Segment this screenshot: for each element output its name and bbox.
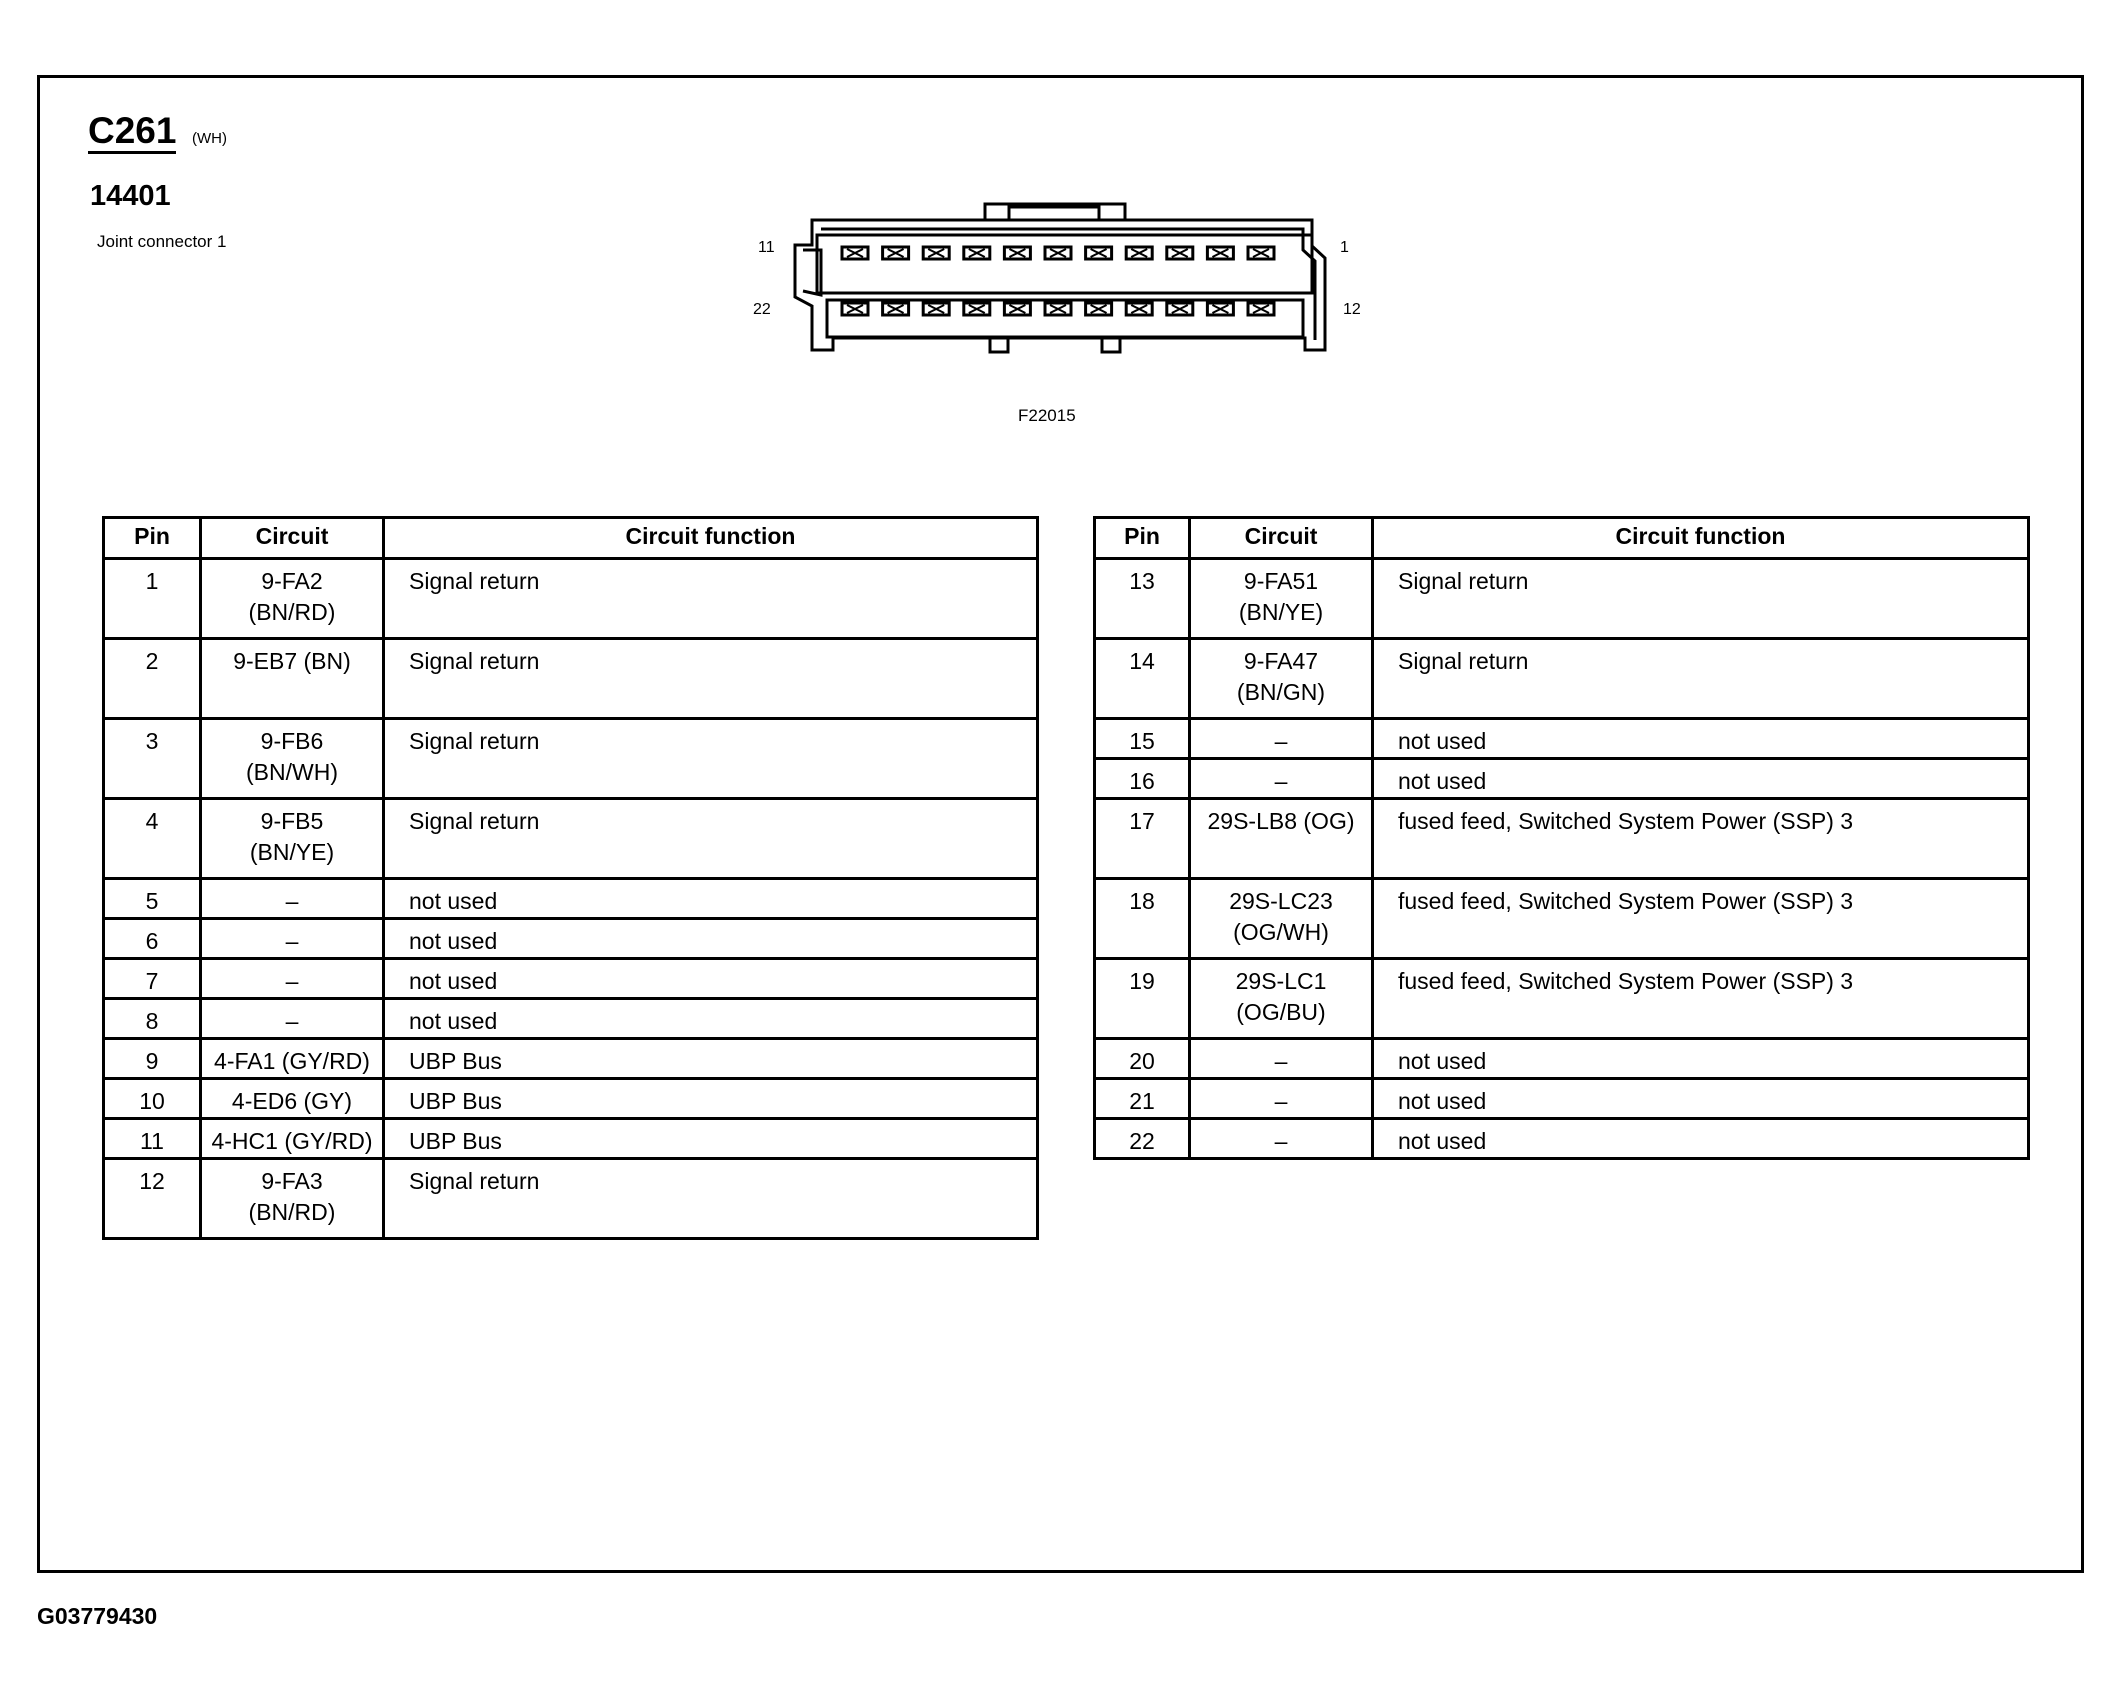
pin-cell: 7	[104, 959, 201, 999]
circuit-cell: –	[201, 959, 384, 999]
pin-cell: 9	[104, 1039, 201, 1079]
pin-cell: 8	[104, 999, 201, 1039]
function-cell: Signal return	[384, 559, 1038, 639]
function-cell: not used	[384, 919, 1038, 959]
figure-id: F22015	[1018, 406, 1076, 425]
pin-cell: 14	[1095, 639, 1190, 719]
pin-cell: 17	[1095, 799, 1190, 879]
function-cell: Signal return	[1373, 639, 2029, 719]
function-cell: not used	[1373, 759, 2029, 799]
connector-description: Joint connector 1	[97, 232, 227, 251]
pin-cavity	[1167, 247, 1193, 259]
table-row	[104, 799, 1038, 879]
function-cell: Signal return	[384, 639, 1038, 719]
circuit-cell: 9-FA2 (BN/RD)	[201, 559, 384, 639]
function-cell: fused feed, Switched System Power (SSP) 3	[1373, 799, 2029, 879]
pin-table-left	[102, 516, 1039, 1240]
circuit-cell: –	[1190, 719, 1373, 759]
table-row	[1095, 1079, 2029, 1119]
table-row	[1095, 759, 2029, 799]
pin-cavity	[1207, 247, 1233, 259]
circuit-cell: –	[1190, 1079, 1373, 1119]
pin-cell: 16	[1095, 759, 1190, 799]
pin-cavity	[1004, 247, 1030, 259]
pin-cell: 3	[104, 719, 201, 799]
pin-cell: 12	[104, 1159, 201, 1239]
pin-cell: 20	[1095, 1039, 1190, 1079]
function-cell: Signal return	[384, 799, 1038, 879]
table-row	[1095, 1119, 2029, 1159]
circuit-cell: 9-FA3 (BN/RD)	[201, 1159, 384, 1239]
connector-diagram	[740, 195, 1390, 365]
table-row	[1095, 1039, 2029, 1079]
circuit-cell: 9-FB5 (BN/YE)	[201, 799, 384, 879]
circuit-cell: 4-ED6 (GY)	[201, 1079, 384, 1119]
function-cell: not used	[1373, 1039, 2029, 1079]
function-cell: not used	[384, 999, 1038, 1039]
pin-cell: 6	[104, 919, 201, 959]
pin-cell: 5	[104, 879, 201, 919]
circuit-cell: 4-FA1 (GY/RD)	[201, 1039, 384, 1079]
pin-cavity	[842, 303, 868, 315]
pin-cell: 11	[104, 1119, 201, 1159]
circuit-cell: –	[201, 919, 384, 959]
circuit-cell: 29S-LC1 (OG/BU)	[1190, 959, 1373, 1039]
pin-cavity	[1248, 303, 1274, 315]
table-row	[104, 879, 1038, 919]
pin-row-bottom	[842, 303, 1274, 315]
pin-cell: 10	[104, 1079, 201, 1119]
column-header-function: Circuit function	[384, 518, 1038, 559]
pin-cavity	[842, 247, 868, 259]
pin-row-top	[842, 247, 1274, 259]
column-header-circuit: Circuit	[201, 518, 384, 559]
column-header-function: Circuit function	[1373, 518, 2029, 559]
pin-cavity	[1045, 303, 1071, 315]
table-row	[1095, 959, 2029, 1039]
pin-cell: 4	[104, 799, 201, 879]
table-row	[104, 1159, 1038, 1239]
circuit-cell: 29S-LC23 (OG/WH)	[1190, 879, 1373, 959]
circuit-cell: 9-EB7 (BN)	[201, 639, 384, 719]
circuit-cell: –	[1190, 759, 1373, 799]
document-id: G03779430	[37, 1603, 158, 1629]
function-cell: Signal return	[384, 1159, 1038, 1239]
pin-cavity	[1086, 247, 1112, 259]
table-row	[104, 1039, 1038, 1079]
pin-label-bottom-left: 22	[753, 301, 771, 318]
function-cell: not used	[1373, 719, 2029, 759]
connector-id: C261	[88, 112, 176, 154]
function-cell: UBP Bus	[384, 1079, 1038, 1119]
circuit-cell: 9-FB6 (BN/WH)	[201, 719, 384, 799]
part-number: 14401	[90, 180, 171, 212]
function-cell: not used	[1373, 1119, 2029, 1159]
table-row	[104, 999, 1038, 1039]
circuit-cell: –	[201, 999, 384, 1039]
table-row	[104, 959, 1038, 999]
pin-cavity	[1126, 247, 1152, 259]
function-cell: not used	[384, 879, 1038, 919]
pin-cavity	[1004, 303, 1030, 315]
function-cell: UBP Bus	[384, 1119, 1038, 1159]
circuit-cell: 9-FA47 (BN/GN)	[1190, 639, 1373, 719]
pin-cavity	[1086, 303, 1112, 315]
function-cell: not used	[1373, 1079, 2029, 1119]
pin-cell: 18	[1095, 879, 1190, 959]
pin-label-top-left: 11	[758, 239, 775, 256]
table-row	[1095, 559, 2029, 639]
function-cell: Signal return	[1373, 559, 2029, 639]
pin-label-top-right: 1	[1340, 239, 1349, 256]
table-header-row	[104, 518, 1038, 559]
pin-cavity	[883, 247, 909, 259]
pin-cavity	[923, 247, 949, 259]
pin-cell: 2	[104, 639, 201, 719]
pin-cell: 21	[1095, 1079, 1190, 1119]
circuit-cell: 9-FA51 (BN/YE)	[1190, 559, 1373, 639]
column-header-pin: Pin	[1095, 518, 1190, 559]
pin-cell: 22	[1095, 1119, 1190, 1159]
table-row	[104, 1079, 1038, 1119]
column-header-circuit: Circuit	[1190, 518, 1373, 559]
function-cell: UBP Bus	[384, 1039, 1038, 1079]
pin-cavity	[964, 303, 990, 315]
connector-color: (WH)	[192, 130, 227, 147]
table-header-row	[1095, 518, 2029, 559]
pin-cavity	[1126, 303, 1152, 315]
pin-cavity	[1167, 303, 1193, 315]
function-cell: fused feed, Switched System Power (SSP) 3	[1373, 959, 2029, 1039]
pin-cavity	[883, 303, 909, 315]
pin-cell: 15	[1095, 719, 1190, 759]
table-row	[1095, 799, 2029, 879]
pin-cavity	[1045, 247, 1071, 259]
circuit-cell: –	[1190, 1039, 1373, 1079]
table-row	[1095, 639, 2029, 719]
pin-cell: 13	[1095, 559, 1190, 639]
pin-cavity	[1207, 303, 1233, 315]
pin-cell: 19	[1095, 959, 1190, 1039]
circuit-cell: 29S-LB8 (OG)	[1190, 799, 1373, 879]
pin-cell: 1	[104, 559, 201, 639]
function-cell: fused feed, Switched System Power (SSP) 3	[1373, 879, 2029, 959]
table-row	[1095, 719, 2029, 759]
table-row	[1095, 879, 2029, 959]
pin-cavity	[1248, 247, 1274, 259]
table-row	[104, 919, 1038, 959]
pin-cavity	[964, 247, 990, 259]
circuit-cell: 4-HC1 (GY/RD)	[201, 1119, 384, 1159]
function-cell: not used	[384, 959, 1038, 999]
table-row	[104, 719, 1038, 799]
table-row	[104, 1119, 1038, 1159]
column-header-pin: Pin	[104, 518, 201, 559]
table-row	[104, 559, 1038, 639]
circuit-cell: –	[201, 879, 384, 919]
function-cell: Signal return	[384, 719, 1038, 799]
pin-table-right	[1093, 516, 2030, 1160]
circuit-cell: –	[1190, 1119, 1373, 1159]
pin-label-bottom-right: 12	[1343, 301, 1361, 318]
pin-cavity	[923, 303, 949, 315]
table-row	[104, 639, 1038, 719]
